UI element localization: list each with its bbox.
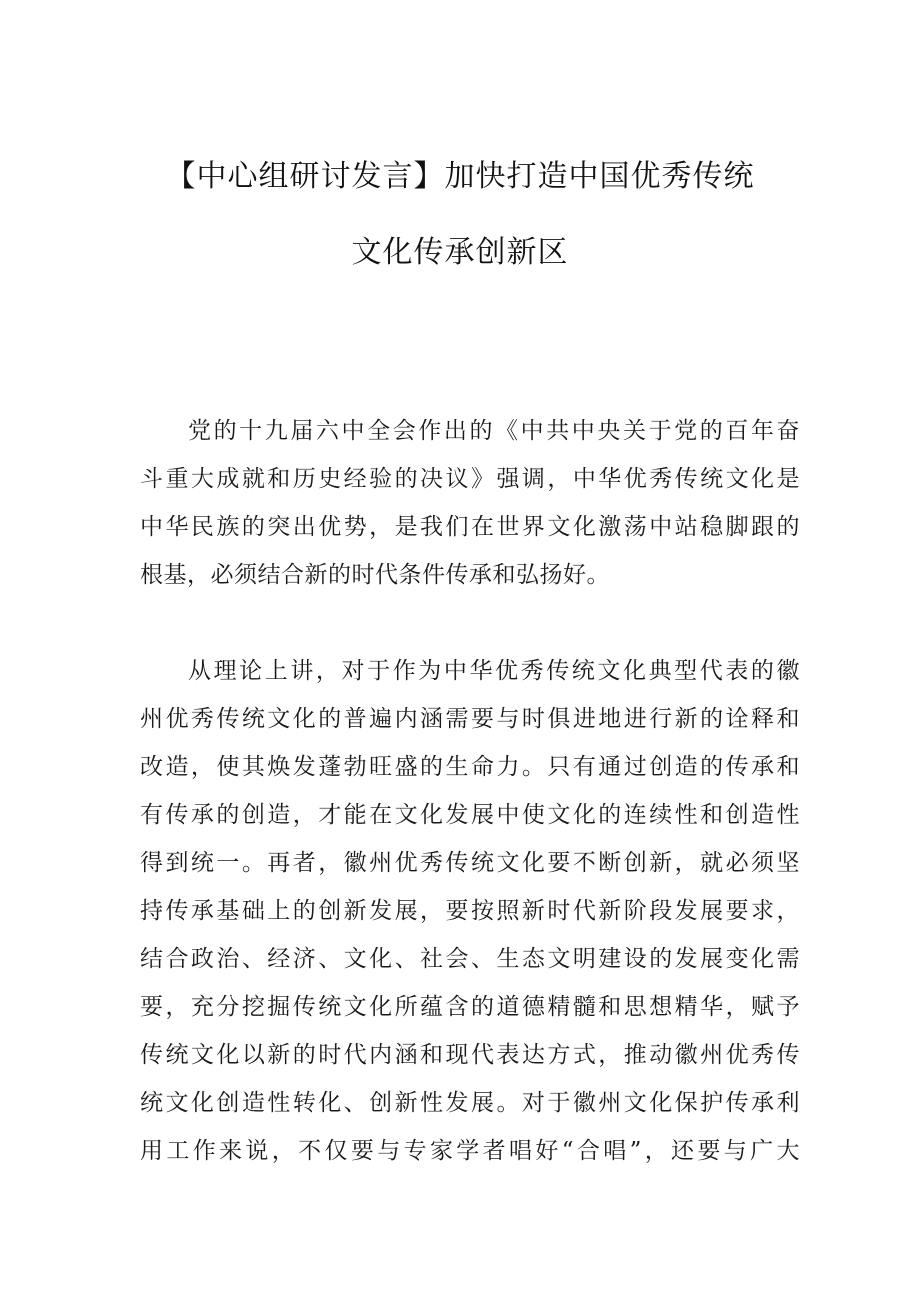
- paragraph-line: 从理论上讲，对于作为中华优秀传统文化典型代表的徽: [188, 658, 800, 684]
- paragraph-line: 传统文化以新的时代内涵和现代表达方式，推动徽州优秀传: [140, 1042, 800, 1068]
- paragraph-line: 用工作来说，不仅要与专家学者唱好“合唱”，还要与广大: [140, 1138, 800, 1164]
- paragraph-line: 有传承的创造，才能在文化发展中使文化的连续性和创造性: [140, 802, 800, 828]
- paragraph-line: 得到统一。再者，徽州优秀传统文化要不断创新，就必须坚: [140, 850, 800, 876]
- paragraph-line: 州优秀传统文化的普遍内涵需要与时俱进地进行新的诠释和: [140, 706, 800, 732]
- document-title-line-1: 【中心组研讨发言】加快打造中国优秀传统: [165, 159, 755, 194]
- paragraph-line: 中华民族的突出优势，是我们在世界文化激荡中站稳脚跟的: [140, 514, 800, 540]
- paragraph-line: 根基，必须结合新的时代条件传承和弘扬好。: [140, 562, 610, 588]
- paragraph-line: 结合政治、经济、文化、社会、生态文明建设的发展变化需: [140, 946, 800, 972]
- paragraph-line: 持传承基础上的创新发展，要按照新时代新阶段发展要求，: [140, 898, 800, 924]
- paragraph-line: 改造，使其焕发蓬勃旺盛的生命力。只有通过创造的传承和: [140, 754, 800, 780]
- document-title-line-2: 文化传承创新区: [351, 235, 569, 270]
- paragraph-2: [140, 647, 800, 1175]
- paragraph-line: 统文化创造性转化、创新性发展。对于徽州文化保护传承利: [140, 1090, 800, 1116]
- paragraph-line: 要，充分挖掘传统文化所蕴含的道德精髓和思想精华，赋予: [140, 994, 800, 1020]
- paragraph-1: [140, 407, 800, 599]
- paragraph-line: 斗重大成就和历史经验的决议》强调，中华优秀传统文化是: [140, 466, 800, 492]
- paragraph-line: 党的十九届六中全会作出的《中共中央关于党的百年奋: [188, 418, 800, 444]
